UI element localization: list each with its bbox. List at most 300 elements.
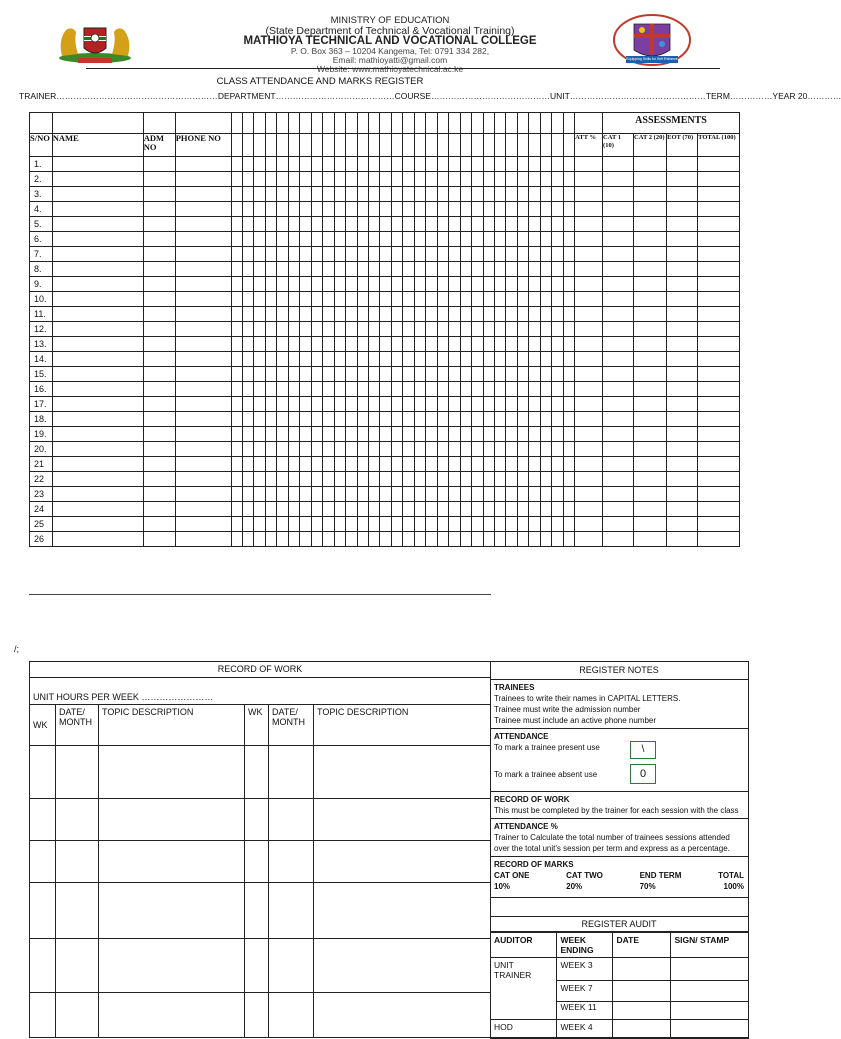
phone-cell[interactable]	[175, 427, 231, 442]
attendance-cell[interactable]	[357, 412, 368, 427]
attendance-cell[interactable]	[517, 292, 528, 307]
attendance-cell[interactable]	[437, 382, 448, 397]
attendance-cell[interactable]	[265, 322, 276, 337]
attendance-cell[interactable]	[460, 232, 471, 247]
attendance-cell[interactable]	[437, 247, 448, 262]
attendance-cell[interactable]	[277, 457, 288, 472]
attendance-cell[interactable]	[288, 172, 299, 187]
att-percent-cell[interactable]	[575, 232, 603, 247]
attendance-cell[interactable]	[483, 292, 494, 307]
attendance-cell[interactable]	[552, 457, 563, 472]
cat2-cell[interactable]	[634, 517, 667, 532]
attendance-cell[interactable]	[506, 472, 517, 487]
attendance-cell[interactable]	[357, 427, 368, 442]
attendance-cell[interactable]	[483, 232, 494, 247]
attendance-cell[interactable]	[334, 262, 345, 277]
attendance-cell[interactable]	[323, 172, 334, 187]
attendance-cell[interactable]	[288, 382, 299, 397]
cat1-cell[interactable]	[603, 247, 634, 262]
attendance-cell[interactable]	[380, 382, 391, 397]
attendance-cell[interactable]	[380, 172, 391, 187]
attendance-cell[interactable]	[254, 247, 265, 262]
attendance-cell[interactable]	[323, 277, 334, 292]
attendance-cell[interactable]	[460, 352, 471, 367]
attendance-cell[interactable]	[414, 367, 425, 382]
work-cell[interactable]	[56, 883, 99, 939]
cat1-cell[interactable]	[603, 172, 634, 187]
attendance-cell[interactable]	[563, 232, 574, 247]
attendance-cell[interactable]	[380, 352, 391, 367]
attendance-cell[interactable]	[449, 262, 460, 277]
attendance-cell[interactable]	[403, 457, 414, 472]
attendance-cell[interactable]	[323, 502, 334, 517]
phone-cell[interactable]	[175, 262, 231, 277]
attendance-cell[interactable]	[323, 367, 334, 382]
name-cell[interactable]	[52, 352, 143, 367]
attendance-cell[interactable]	[540, 247, 551, 262]
attendance-cell[interactable]	[277, 397, 288, 412]
attendance-cell[interactable]	[254, 427, 265, 442]
cat2-cell[interactable]	[634, 157, 667, 172]
attendance-cell[interactable]	[517, 307, 528, 322]
attendance-cell[interactable]	[460, 412, 471, 427]
attendance-cell[interactable]	[529, 412, 540, 427]
attendance-cell[interactable]	[265, 247, 276, 262]
attendance-cell[interactable]	[334, 337, 345, 352]
attendance-cell[interactable]	[517, 442, 528, 457]
attendance-cell[interactable]	[426, 397, 437, 412]
attendance-cell[interactable]	[323, 517, 334, 532]
attendance-cell[interactable]	[254, 322, 265, 337]
attendance-cell[interactable]	[414, 217, 425, 232]
att-percent-cell[interactable]	[575, 427, 603, 442]
attendance-cell[interactable]	[506, 382, 517, 397]
attendance-cell[interactable]	[506, 442, 517, 457]
name-cell[interactable]	[52, 502, 143, 517]
attendance-cell[interactable]	[437, 292, 448, 307]
attendance-cell[interactable]	[517, 427, 528, 442]
work-cell[interactable]	[245, 746, 269, 799]
phone-cell[interactable]	[175, 352, 231, 367]
attendance-cell[interactable]	[552, 427, 563, 442]
attendance-cell[interactable]	[506, 322, 517, 337]
attendance-cell[interactable]	[517, 472, 528, 487]
audit-date-cell[interactable]	[612, 1020, 670, 1038]
adm-no-cell[interactable]	[143, 532, 175, 547]
attendance-cell[interactable]	[288, 307, 299, 322]
attendance-cell[interactable]	[391, 412, 402, 427]
cat2-cell[interactable]	[634, 412, 667, 427]
attendance-cell[interactable]	[288, 322, 299, 337]
phone-cell[interactable]	[175, 442, 231, 457]
attendance-cell[interactable]	[494, 457, 505, 472]
attendance-cell[interactable]	[517, 217, 528, 232]
attendance-cell[interactable]	[403, 472, 414, 487]
attendance-cell[interactable]	[277, 202, 288, 217]
attendance-cell[interactable]	[403, 442, 414, 457]
attendance-cell[interactable]	[414, 532, 425, 547]
attendance-cell[interactable]	[368, 457, 379, 472]
attendance-cell[interactable]	[426, 307, 437, 322]
attendance-cell[interactable]	[483, 247, 494, 262]
cat1-cell[interactable]	[603, 352, 634, 367]
attendance-cell[interactable]	[231, 172, 242, 187]
attendance-cell[interactable]	[460, 442, 471, 457]
attendance-cell[interactable]	[311, 412, 322, 427]
cat1-cell[interactable]	[603, 337, 634, 352]
phone-cell[interactable]	[175, 367, 231, 382]
attendance-cell[interactable]	[391, 217, 402, 232]
attendance-cell[interactable]	[540, 517, 551, 532]
attendance-cell[interactable]	[231, 367, 242, 382]
attendance-cell[interactable]	[506, 412, 517, 427]
attendance-cell[interactable]	[254, 352, 265, 367]
adm-no-cell[interactable]	[143, 367, 175, 382]
attendance-cell[interactable]	[563, 487, 574, 502]
attendance-cell[interactable]	[403, 217, 414, 232]
attendance-cell[interactable]	[231, 457, 242, 472]
attendance-cell[interactable]	[357, 172, 368, 187]
attendance-cell[interactable]	[403, 202, 414, 217]
attendance-cell[interactable]	[277, 427, 288, 442]
attendance-cell[interactable]	[334, 502, 345, 517]
eot-cell[interactable]	[667, 157, 698, 172]
attendance-cell[interactable]	[334, 322, 345, 337]
attendance-cell[interactable]	[334, 277, 345, 292]
attendance-cell[interactable]	[311, 442, 322, 457]
total-cell[interactable]	[698, 457, 740, 472]
att-percent-cell[interactable]	[575, 172, 603, 187]
attendance-cell[interactable]	[288, 412, 299, 427]
attendance-cell[interactable]	[494, 262, 505, 277]
work-cell[interactable]	[314, 746, 491, 799]
name-cell[interactable]	[52, 427, 143, 442]
attendance-cell[interactable]	[334, 172, 345, 187]
attendance-cell[interactable]	[483, 517, 494, 532]
attendance-cell[interactable]	[540, 532, 551, 547]
attendance-cell[interactable]	[494, 307, 505, 322]
attendance-cell[interactable]	[311, 532, 322, 547]
attendance-cell[interactable]	[300, 502, 311, 517]
attendance-cell[interactable]	[334, 367, 345, 382]
attendance-cell[interactable]	[357, 292, 368, 307]
attendance-cell[interactable]	[288, 262, 299, 277]
attendance-cell[interactable]	[311, 262, 322, 277]
eot-cell[interactable]	[667, 412, 698, 427]
attendance-cell[interactable]	[254, 367, 265, 382]
attendance-cell[interactable]	[483, 442, 494, 457]
attendance-cell[interactable]	[506, 217, 517, 232]
att-percent-cell[interactable]	[575, 187, 603, 202]
eot-cell[interactable]	[667, 397, 698, 412]
attendance-cell[interactable]	[460, 382, 471, 397]
attendance-cell[interactable]	[494, 412, 505, 427]
attendance-cell[interactable]	[231, 397, 242, 412]
attendance-cell[interactable]	[368, 442, 379, 457]
attendance-cell[interactable]	[300, 442, 311, 457]
attendance-cell[interactable]	[288, 202, 299, 217]
attendance-cell[interactable]	[380, 442, 391, 457]
attendance-cell[interactable]	[460, 247, 471, 262]
work-cell[interactable]	[30, 746, 56, 799]
attendance-cell[interactable]	[552, 172, 563, 187]
attendance-cell[interactable]	[437, 532, 448, 547]
attendance-cell[interactable]	[391, 337, 402, 352]
attendance-cell[interactable]	[494, 157, 505, 172]
attendance-cell[interactable]	[243, 217, 254, 232]
attendance-cell[interactable]	[426, 502, 437, 517]
attendance-cell[interactable]	[334, 442, 345, 457]
total-cell[interactable]	[698, 502, 740, 517]
att-percent-cell[interactable]	[575, 277, 603, 292]
attendance-cell[interactable]	[346, 427, 357, 442]
attendance-cell[interactable]	[460, 307, 471, 322]
attendance-cell[interactable]	[311, 292, 322, 307]
name-cell[interactable]	[52, 247, 143, 262]
attendance-cell[interactable]	[552, 382, 563, 397]
cat1-cell[interactable]	[603, 472, 634, 487]
attendance-cell[interactable]	[311, 367, 322, 382]
attendance-cell[interactable]	[426, 322, 437, 337]
attendance-cell[interactable]	[243, 202, 254, 217]
attendance-cell[interactable]	[277, 277, 288, 292]
adm-no-cell[interactable]	[143, 307, 175, 322]
attendance-cell[interactable]	[334, 487, 345, 502]
year-field[interactable]: YEAR 20…………	[772, 91, 841, 101]
attendance-cell[interactable]	[426, 442, 437, 457]
attendance-cell[interactable]	[506, 172, 517, 187]
attendance-cell[interactable]	[277, 412, 288, 427]
attendance-cell[interactable]	[472, 337, 483, 352]
att-percent-cell[interactable]	[575, 412, 603, 427]
name-cell[interactable]	[52, 277, 143, 292]
eot-cell[interactable]	[667, 337, 698, 352]
attendance-cell[interactable]	[265, 187, 276, 202]
attendance-cell[interactable]	[323, 217, 334, 232]
name-cell[interactable]	[52, 337, 143, 352]
attendance-cell[interactable]	[231, 232, 242, 247]
attendance-cell[interactable]	[323, 262, 334, 277]
attendance-cell[interactable]	[563, 202, 574, 217]
total-cell[interactable]	[698, 217, 740, 232]
name-cell[interactable]	[52, 157, 143, 172]
attendance-cell[interactable]	[563, 427, 574, 442]
phone-cell[interactable]	[175, 202, 231, 217]
attendance-cell[interactable]	[506, 277, 517, 292]
attendance-cell[interactable]	[460, 427, 471, 442]
attendance-cell[interactable]	[552, 472, 563, 487]
name-cell[interactable]	[52, 262, 143, 277]
attendance-cell[interactable]	[529, 517, 540, 532]
att-percent-cell[interactable]	[575, 457, 603, 472]
attendance-cell[interactable]	[472, 187, 483, 202]
attendance-cell[interactable]	[506, 367, 517, 382]
cat2-cell[interactable]	[634, 277, 667, 292]
attendance-cell[interactable]	[552, 277, 563, 292]
work-cell[interactable]	[245, 883, 269, 939]
attendance-cell[interactable]	[472, 202, 483, 217]
attendance-cell[interactable]	[346, 367, 357, 382]
attendance-cell[interactable]	[243, 442, 254, 457]
attendance-cell[interactable]	[380, 367, 391, 382]
cat1-cell[interactable]	[603, 187, 634, 202]
attendance-cell[interactable]	[311, 202, 322, 217]
attendance-cell[interactable]	[368, 412, 379, 427]
work-cell[interactable]	[269, 939, 314, 993]
attendance-cell[interactable]	[334, 397, 345, 412]
attendance-cell[interactable]	[449, 382, 460, 397]
total-cell[interactable]	[698, 277, 740, 292]
work-cell[interactable]	[245, 939, 269, 993]
attendance-cell[interactable]	[357, 157, 368, 172]
attendance-cell[interactable]	[368, 262, 379, 277]
attendance-cell[interactable]	[357, 307, 368, 322]
attendance-cell[interactable]	[563, 172, 574, 187]
attendance-cell[interactable]	[426, 532, 437, 547]
attendance-cell[interactable]	[449, 277, 460, 292]
attendance-cell[interactable]	[254, 442, 265, 457]
attendance-cell[interactable]	[368, 292, 379, 307]
attendance-cell[interactable]	[563, 247, 574, 262]
attendance-cell[interactable]	[243, 472, 254, 487]
attendance-cell[interactable]	[449, 472, 460, 487]
attendance-cell[interactable]	[334, 292, 345, 307]
attendance-cell[interactable]	[288, 397, 299, 412]
attendance-cell[interactable]	[403, 502, 414, 517]
attendance-cell[interactable]	[231, 502, 242, 517]
attendance-cell[interactable]	[357, 277, 368, 292]
attendance-cell[interactable]	[265, 502, 276, 517]
attendance-cell[interactable]	[254, 412, 265, 427]
attendance-cell[interactable]	[368, 202, 379, 217]
attendance-cell[interactable]	[472, 157, 483, 172]
attendance-cell[interactable]	[346, 532, 357, 547]
attendance-cell[interactable]	[517, 517, 528, 532]
attendance-cell[interactable]	[357, 352, 368, 367]
attendance-cell[interactable]	[483, 187, 494, 202]
adm-no-cell[interactable]	[143, 472, 175, 487]
attendance-cell[interactable]	[380, 457, 391, 472]
adm-no-cell[interactable]	[143, 262, 175, 277]
attendance-cell[interactable]	[380, 277, 391, 292]
attendance-cell[interactable]	[323, 247, 334, 262]
attendance-cell[interactable]	[243, 427, 254, 442]
attendance-cell[interactable]	[288, 442, 299, 457]
att-percent-cell[interactable]	[575, 517, 603, 532]
attendance-cell[interactable]	[334, 472, 345, 487]
attendance-cell[interactable]	[460, 322, 471, 337]
attendance-cell[interactable]	[277, 442, 288, 457]
attendance-cell[interactable]	[563, 532, 574, 547]
attendance-cell[interactable]	[529, 277, 540, 292]
attendance-cell[interactable]	[288, 457, 299, 472]
att-percent-cell[interactable]	[575, 307, 603, 322]
attendance-cell[interactable]	[334, 382, 345, 397]
attendance-cell[interactable]	[300, 382, 311, 397]
attendance-cell[interactable]	[254, 472, 265, 487]
attendance-cell[interactable]	[288, 277, 299, 292]
attendance-cell[interactable]	[426, 247, 437, 262]
work-cell[interactable]	[30, 799, 56, 841]
attendance-cell[interactable]	[472, 262, 483, 277]
attendance-cell[interactable]	[265, 472, 276, 487]
attendance-cell[interactable]	[529, 187, 540, 202]
cat1-cell[interactable]	[603, 277, 634, 292]
attendance-cell[interactable]	[380, 322, 391, 337]
attendance-cell[interactable]	[368, 232, 379, 247]
attendance-cell[interactable]	[460, 457, 471, 472]
attendance-cell[interactable]	[368, 397, 379, 412]
attendance-cell[interactable]	[300, 352, 311, 367]
attendance-cell[interactable]	[311, 337, 322, 352]
attendance-cell[interactable]	[334, 202, 345, 217]
attendance-cell[interactable]	[483, 157, 494, 172]
attendance-cell[interactable]	[265, 202, 276, 217]
name-cell[interactable]	[52, 412, 143, 427]
attendance-cell[interactable]	[449, 307, 460, 322]
attendance-cell[interactable]	[529, 367, 540, 382]
phone-cell[interactable]	[175, 277, 231, 292]
attendance-cell[interactable]	[460, 172, 471, 187]
attendance-cell[interactable]	[426, 292, 437, 307]
attendance-cell[interactable]	[517, 502, 528, 517]
attendance-cell[interactable]	[403, 157, 414, 172]
attendance-cell[interactable]	[265, 337, 276, 352]
attendance-cell[interactable]	[517, 367, 528, 382]
work-cell[interactable]	[56, 939, 99, 993]
attendance-cell[interactable]	[426, 472, 437, 487]
cat1-cell[interactable]	[603, 412, 634, 427]
attendance-cell[interactable]	[300, 292, 311, 307]
total-cell[interactable]	[698, 307, 740, 322]
attendance-cell[interactable]	[403, 352, 414, 367]
attendance-cell[interactable]	[483, 472, 494, 487]
cat1-cell[interactable]	[603, 217, 634, 232]
cat1-cell[interactable]	[603, 532, 634, 547]
attendance-cell[interactable]	[265, 352, 276, 367]
attendance-cell[interactable]	[357, 532, 368, 547]
attendance-cell[interactable]	[506, 187, 517, 202]
attendance-cell[interactable]	[426, 457, 437, 472]
attendance-cell[interactable]	[300, 307, 311, 322]
eot-cell[interactable]	[667, 472, 698, 487]
cat1-cell[interactable]	[603, 367, 634, 382]
total-cell[interactable]	[698, 487, 740, 502]
attendance-cell[interactable]	[552, 517, 563, 532]
attendance-cell[interactable]	[243, 502, 254, 517]
attendance-cell[interactable]	[288, 367, 299, 382]
attendance-cell[interactable]	[323, 187, 334, 202]
attendance-cell[interactable]	[437, 367, 448, 382]
attendance-cell[interactable]	[368, 187, 379, 202]
attendance-cell[interactable]	[414, 502, 425, 517]
attendance-cell[interactable]	[460, 472, 471, 487]
eot-cell[interactable]	[667, 247, 698, 262]
total-cell[interactable]	[698, 472, 740, 487]
attendance-cell[interactable]	[460, 502, 471, 517]
attendance-cell[interactable]	[449, 532, 460, 547]
unit-field[interactable]: UNIT…………………………………………	[549, 91, 706, 101]
attendance-cell[interactable]	[494, 172, 505, 187]
attendance-cell[interactable]	[243, 382, 254, 397]
phone-cell[interactable]	[175, 487, 231, 502]
attendance-cell[interactable]	[437, 487, 448, 502]
attendance-cell[interactable]	[506, 352, 517, 367]
attendance-cell[interactable]	[323, 397, 334, 412]
attendance-cell[interactable]	[563, 277, 574, 292]
attendance-cell[interactable]	[311, 517, 322, 532]
attendance-cell[interactable]	[300, 322, 311, 337]
